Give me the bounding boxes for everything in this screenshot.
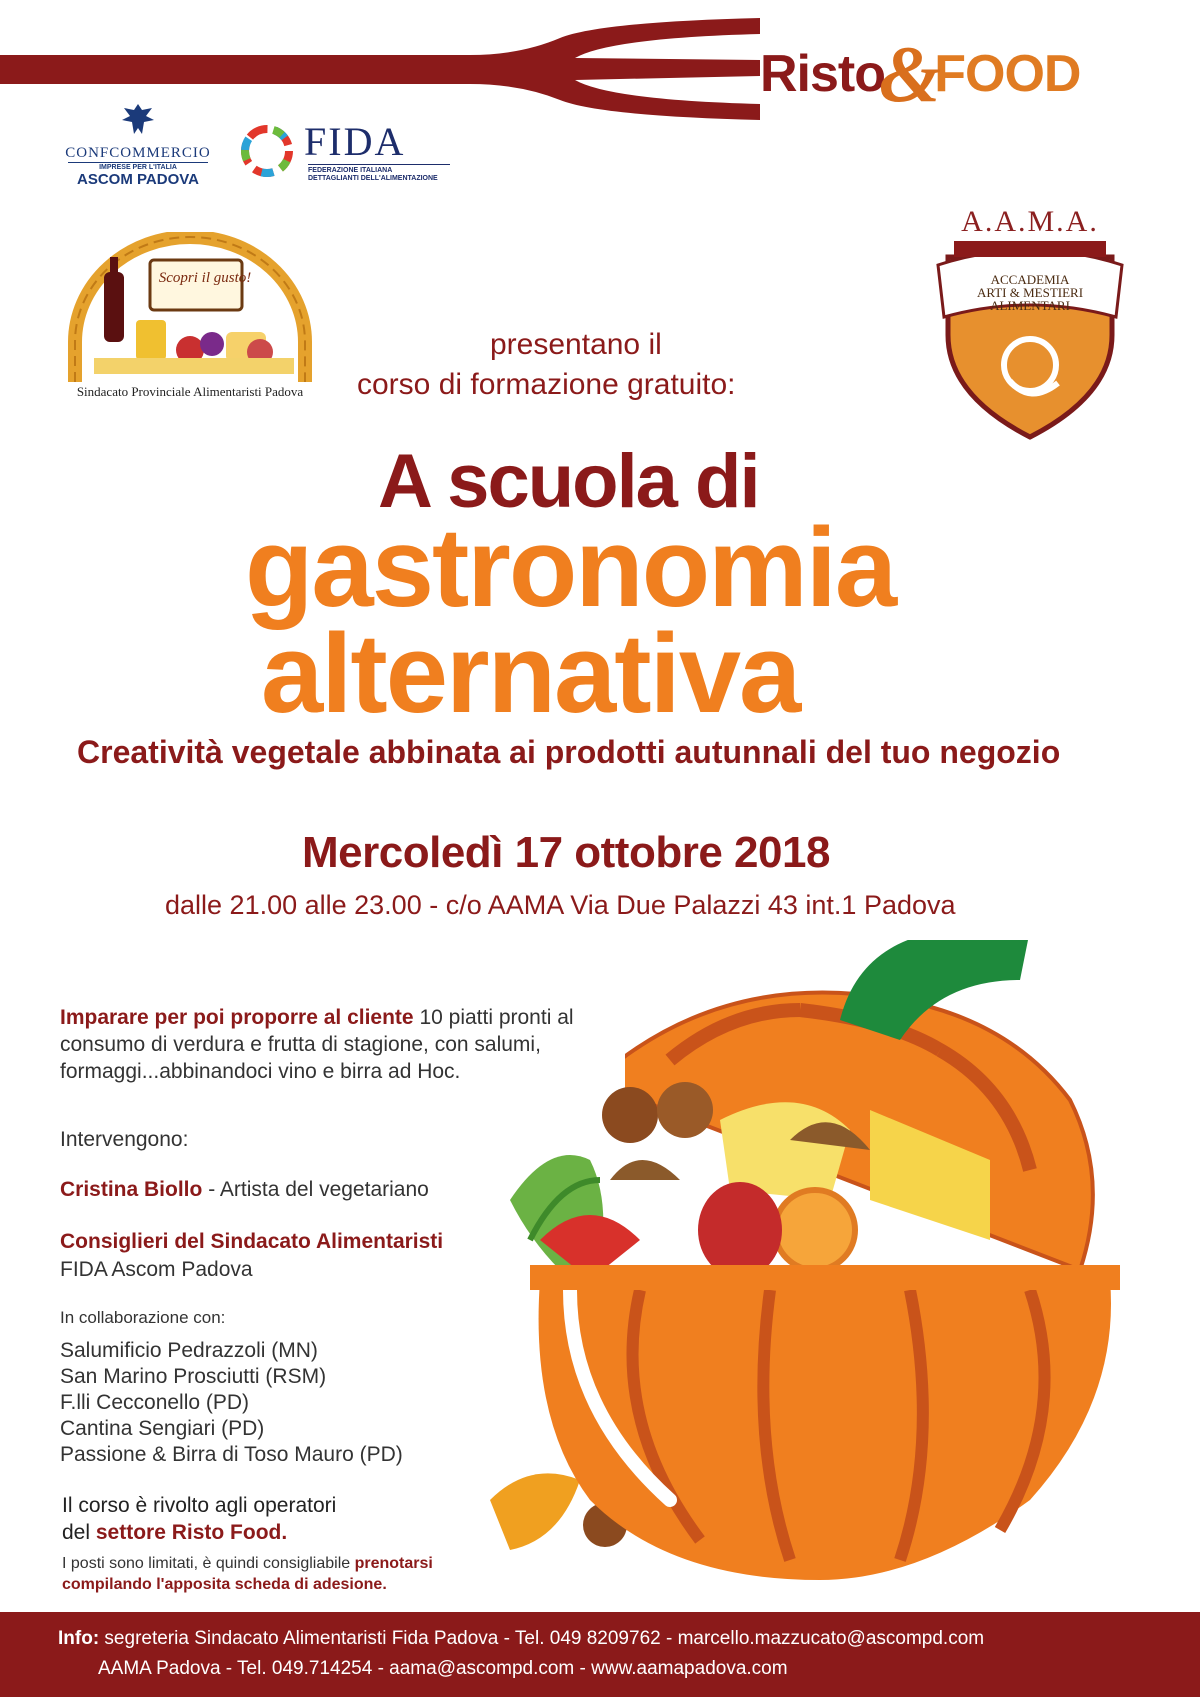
intro-line-1: presentano il	[490, 328, 662, 361]
sindacato-slogan: Scopri il gusto!	[158, 270, 252, 286]
aama-shield-icon	[930, 205, 1130, 445]
orange-slice-icon	[775, 1190, 855, 1270]
chestnut-icon	[602, 1087, 658, 1143]
footer-info-label: Info:	[58, 1628, 100, 1649]
event-date: Mercoledì 17 ottobre 2018	[302, 828, 830, 877]
speaker-1	[60, 1178, 429, 1202]
footer-tab-shape	[0, 1594, 1200, 1624]
footer-line-1	[58, 1628, 984, 1650]
mushroom-icon	[610, 1160, 680, 1180]
fida-ring-icon	[238, 122, 296, 180]
aama-title: A.A.M.A.	[961, 205, 1099, 238]
salami-icon	[698, 1182, 782, 1278]
eagle-icon	[118, 100, 158, 140]
confcommercio-name: CONFCOMMERCIO	[65, 145, 211, 161]
speakers-label: Intervengono:	[60, 1128, 189, 1151]
market-arch-icon	[40, 232, 340, 382]
speaker-2-name: Consiglieri del Sindacato Alimentaristi	[60, 1230, 444, 1253]
event-time-location: dalle 21.00 alle 23.00 - c/o AAMA Via Due Palazzi 43 int.1 Padova	[165, 890, 956, 920]
speaker-1-role: - Artista del vegetariano	[202, 1178, 429, 1201]
footer-line-2[interactable]: AAMA Padova - Tel. 049.714254 - aama@ascompd.com - www.aamapadova.com	[98, 1658, 788, 1679]
fida-name: FIDA	[304, 119, 406, 164]
note-line-2: compilando l'apposita scheda di adesione.	[62, 1576, 387, 1593]
title-line-3: alternativa	[261, 611, 800, 736]
title-line-2: gastronomia	[245, 505, 896, 630]
brand-ampersand: &	[879, 31, 941, 119]
sindacato-caption: Sindacato Provinciale Alimentaristi Padova	[76, 384, 304, 399]
footer-contact-1[interactable]: segreteria Sindacato Alimentaristi Fida Padova - Tel. 049 8209762 - marcello.mazzucato@ascompd.com	[99, 1628, 985, 1649]
footer	[0, 1612, 1200, 1697]
confcommercio-logo	[58, 100, 218, 188]
brand-food: FOOD	[934, 45, 1081, 103]
description-text: 10 piatti pronti al consumo di verdura e frutta di stagione, con salumi, formaggi...abbinandoci vino e birra ad Hoc.	[60, 1006, 574, 1083]
target-line-2: del settore Risto Food.	[62, 1521, 288, 1544]
intro-line-2: corso di formazione gratuito:	[357, 368, 736, 401]
partners-list	[60, 1338, 403, 1468]
chestnut-icon	[657, 1082, 713, 1138]
partner-item: Cantina Sengiari (PD)	[60, 1417, 265, 1440]
confcommercio-tagline: IMPRESE PER L'ITALIA	[68, 162, 208, 171]
subtitle: Creatività vegetale abbinata ai prodotti autunnali del tuo negozio	[77, 734, 1061, 770]
pumpkin-illustration	[470, 940, 1190, 1590]
partner-item: Salumificio Pedrazzoli (MN)	[60, 1339, 318, 1362]
partner-item: Passione & Birra di Toso Mauro (PD)	[60, 1443, 403, 1466]
brand-logo	[760, 20, 1081, 119]
autumn-leaf-icon	[490, 1473, 580, 1550]
aama-logo	[930, 205, 1130, 445]
fida-subtitle: FEDERAZIONE ITALIANA DETTAGLIANTI DELL'ALIMENTAZIONE	[308, 164, 450, 183]
target-line-1: Il corso è rivolto agli operatori	[62, 1494, 337, 1517]
title-line-1: A scuola di	[378, 439, 759, 524]
description-lead: Imparare per poi proporre al cliente	[60, 1006, 414, 1029]
confcommercio-city: ASCOM PADOVA	[77, 171, 199, 188]
collaboration-label: In collaborazione con:	[60, 1308, 226, 1327]
sindacato-logo	[40, 232, 340, 407]
partner-item: San Marino Prosciutti (RSM)	[60, 1365, 327, 1388]
brand-risto: Risto	[760, 45, 885, 103]
speaker-2-role: FIDA Ascom Padova	[60, 1258, 253, 1281]
aama-subtitle: ACCADEMIA ARTI & MESTIERI ALIMENTARI	[976, 272, 1084, 313]
fida-logo	[238, 119, 458, 192]
speaker-1-name: Cristina Biollo	[60, 1178, 203, 1201]
note-line-1: I posti sono limitati, è quindi consigliabile prenotarsi	[62, 1555, 433, 1572]
partner-item: F.lli Cecconello (PD)	[60, 1391, 250, 1414]
